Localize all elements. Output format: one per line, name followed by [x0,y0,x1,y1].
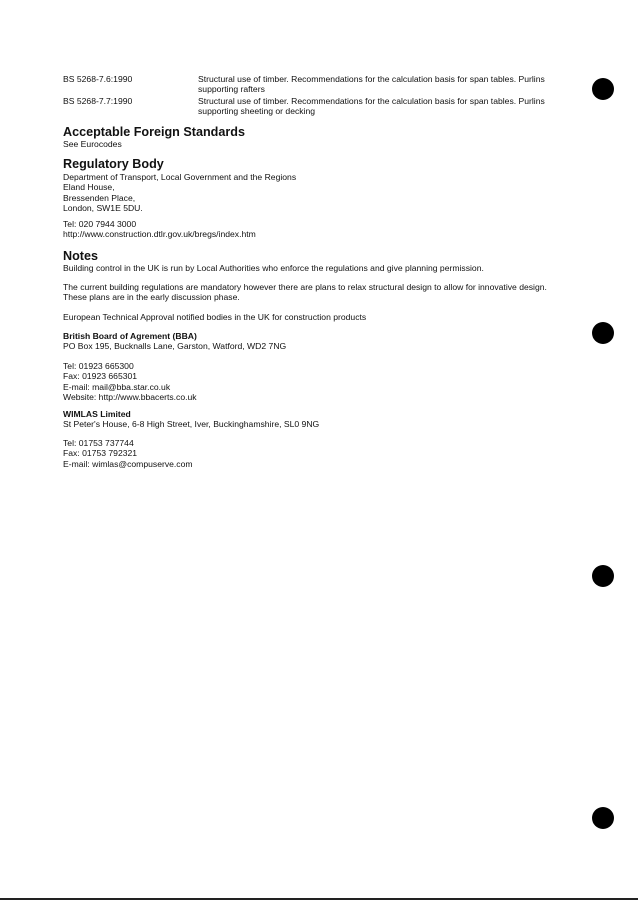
standard-description-line: Structural use of timber. Recommendations for the calculation basis for span tables. Purlins [198,74,545,84]
body-address: St Peter's House, 6-8 High Street, Iver, Buckinghamshire, SL0 9NG [63,419,320,429]
body-name: British Board of Agrement (BBA) [63,331,197,341]
contact-line: Fax: 01753 792321 [63,448,138,459]
notes-paragraph: European Technical Approval notified bodies in the UK for construction products [63,312,367,322]
standard-description-line: Structural use of timber. Recommendations for the calculation basis for span tables. Purlins [198,96,545,106]
standard-description-line: supporting sheeting or decking [198,106,316,117]
punch-hole-icon [592,78,614,100]
notes-line: The current building regulations are mandatory however there are plans to relax structural design to allow for innovative design. [63,282,547,292]
address-line: Eland House, [63,182,115,193]
body-contact [63,361,563,403]
contact-line: Fax: 01923 665301 [63,371,138,382]
foreign-standards-text: See Eurocodes [63,139,122,149]
notes-paragraph: Building control in the UK is run by Local Authorities who enforce the regulations and give planning permission. [63,263,484,273]
address-line: Department of Transport, Local Government and the Regions [63,172,297,182]
notes-paragraph [63,282,563,303]
contact-line: Website: http://www.bbacerts.co.uk [63,392,197,403]
body-name: WIMLAS Limited [63,409,131,419]
contact-line: E-mail: mail@bba.star.co.uk [63,381,171,392]
notes-heading: Notes [63,249,98,263]
regulatory-tel: Tel: 020 7944 3000 [63,219,137,229]
standard-description [198,74,558,95]
punch-hole-icon [592,807,614,829]
notes-line: These plans are in the early discussion phase. [63,292,240,303]
punch-hole-icon [592,322,614,344]
body-address: PO Box 195, Bucknalls Lane, Garston, Watford, WD2 7NG [63,341,287,351]
contact-line: E-mail: wimlas@compuserve.com [63,458,193,469]
standard-description-line: supporting rafters [198,84,265,95]
standard-code: BS 5268-7.7:1990 [63,96,133,106]
address-line: Bressenden Place, [63,192,136,203]
standard-description [198,96,558,117]
regulatory-url: http://www.construction.dtlr.gov.uk/bregs/index.htm [63,229,256,239]
body-contact [63,438,563,469]
contact-line: Tel: 01923 665300 [63,361,134,371]
address-line: London, SW1E 5DU. [63,203,143,214]
foreign-standards-heading: Acceptable Foreign Standards [63,125,245,139]
page-bottom-edge [0,898,638,900]
standard-code: BS 5268-7.6:1990 [63,74,133,84]
punch-hole-icon [592,565,614,587]
contact-line: Tel: 01753 737744 [63,438,134,448]
regulatory-address [63,172,563,214]
regulatory-body-heading: Regulatory Body [63,157,164,171]
